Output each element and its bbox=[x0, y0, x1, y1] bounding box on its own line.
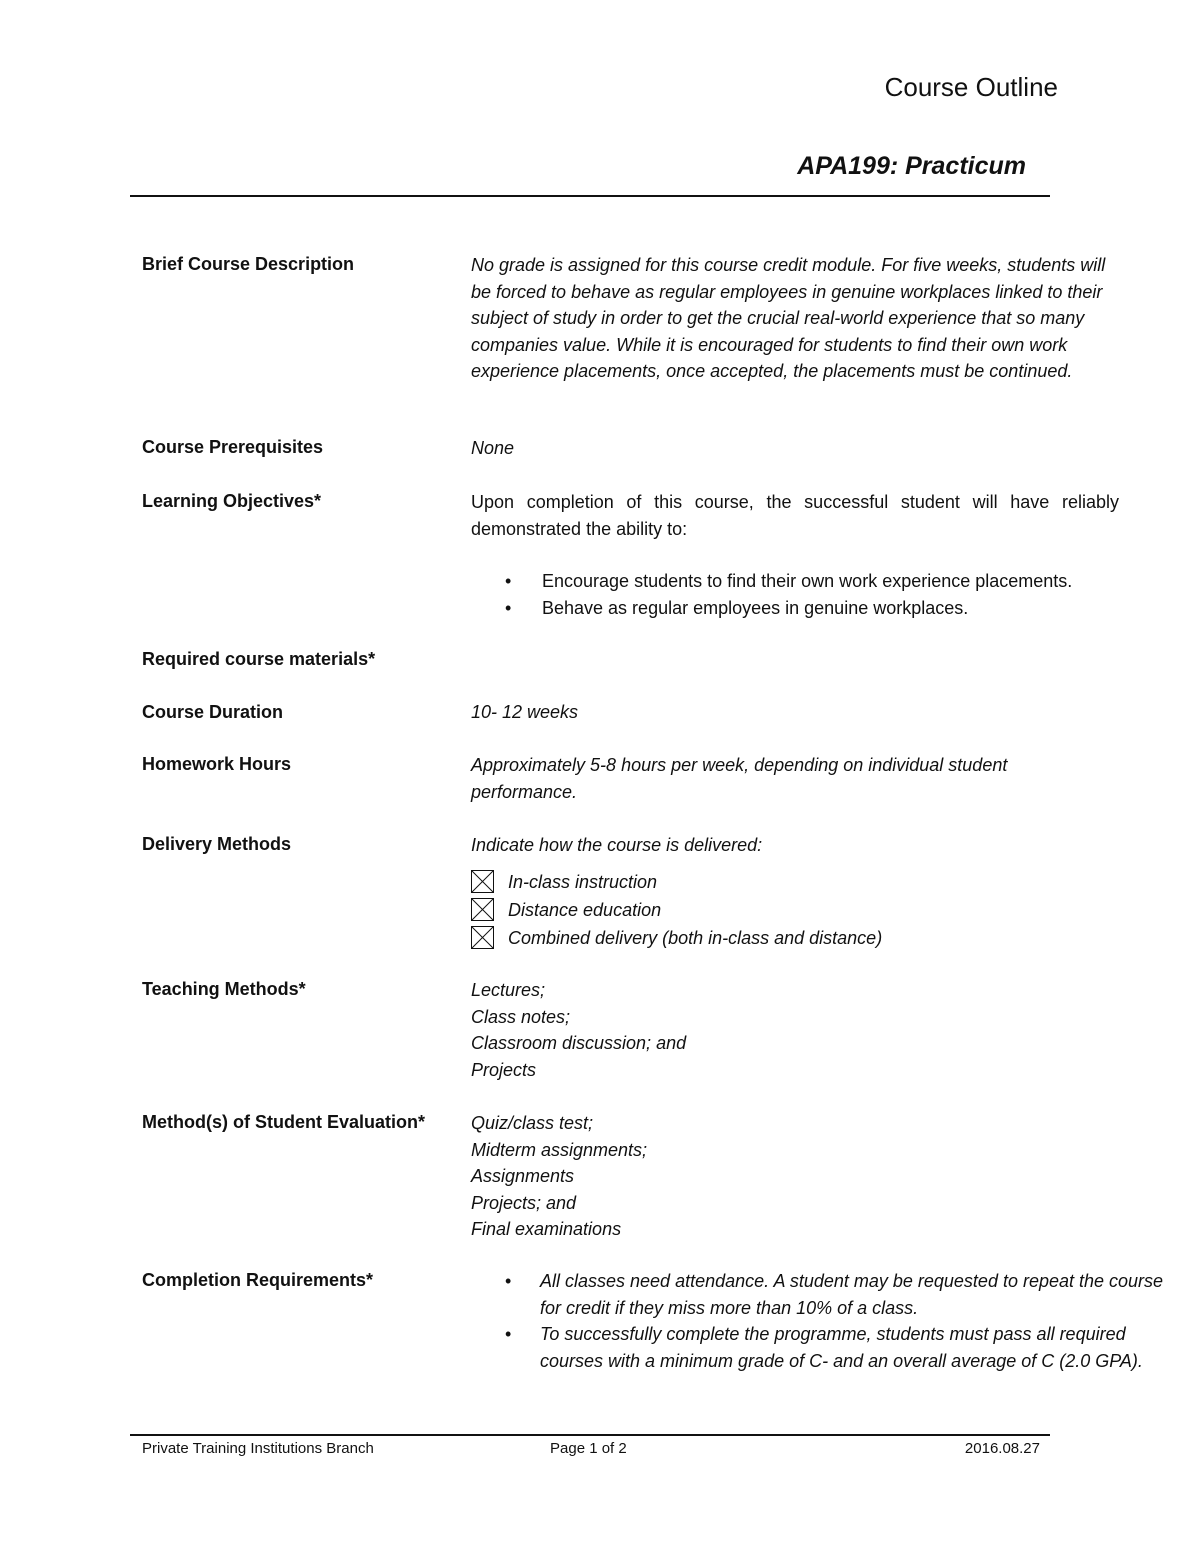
objectives-label: Learning Objectives* bbox=[142, 491, 322, 511]
list-item: Projects bbox=[471, 1059, 537, 1080]
list-item: • Behave as regular employees in genuine workplaces. bbox=[505, 595, 1145, 622]
description-text: No grade is assigned for this course credit module. For five weeks, students will be forced to behave as regular employees in genuine workplaces linked to their subject of study in order to get the crucial real-world experience that so many companies value. While it is encouraged for students to find their own work experience placements, once accepted, the placements must be continued. bbox=[471, 255, 1106, 381]
objectives-list bbox=[505, 568, 1145, 621]
completion-list bbox=[505, 1268, 1165, 1374]
objectives-intro: Upon completion of this course, the successful student will have reliably demonstrated the ability to: bbox=[471, 492, 1119, 539]
list-item: Midterm assignments; bbox=[471, 1139, 648, 1160]
delivery-label: Delivery Methods bbox=[142, 834, 292, 854]
list-item: Quiz/class test; bbox=[471, 1113, 594, 1133]
footer-page-number: Page 1 of 2 bbox=[550, 1440, 627, 1457]
bullet-icon: • bbox=[505, 1271, 512, 1291]
bullet-icon: • bbox=[505, 597, 512, 618]
duration-label: Course Duration bbox=[142, 702, 284, 722]
bullet-icon: • bbox=[505, 1324, 512, 1344]
homework-label: Homework Hours bbox=[142, 754, 292, 774]
course-title: APA199: Practicum bbox=[797, 152, 1026, 180]
bullet-icon: • bbox=[505, 571, 512, 591]
document-title: Course Outline bbox=[884, 72, 1058, 102]
list-item: Assignments bbox=[471, 1166, 575, 1186]
evaluation-list bbox=[471, 1110, 647, 1243]
delivery-option-combined: Combined delivery (both in-class and distance) bbox=[471, 924, 1071, 952]
description-label: Brief Course Description bbox=[142, 254, 355, 274]
list-item: • All classes need attendance. A student may be requested to repeat the course for credit if they miss more than 10% of a class. bbox=[505, 1268, 1165, 1321]
evaluation-label: Method(s) of Student Evaluation* bbox=[142, 1112, 425, 1132]
duration-value: 10- 12 weeks bbox=[471, 702, 579, 722]
footer-branch: Private Training Institutions Branch bbox=[142, 1440, 374, 1457]
footer-date: 2016.08.27 bbox=[964, 1440, 1040, 1457]
delivery-option-in-class: In-class instruction bbox=[471, 868, 1071, 896]
materials-label: Required course materials* bbox=[142, 649, 376, 669]
delivery-option-distance: Distance education bbox=[471, 896, 1071, 924]
teaching-list bbox=[471, 977, 686, 1083]
list-item: Class notes; bbox=[471, 1006, 571, 1027]
delivery-options bbox=[471, 868, 1071, 952]
delivery-intro: Indicate how the course is delivered: bbox=[471, 835, 763, 855]
completion-label: Completion Requirements* bbox=[142, 1270, 374, 1290]
list-item: Classroom discussion; and bbox=[471, 1033, 687, 1053]
homework-value: Approximately 5-8 hours per week, depending on individual student performance. bbox=[471, 755, 1008, 802]
list-item: Final examinations bbox=[471, 1219, 622, 1239]
prerequisites-label: Course Prerequisites bbox=[142, 437, 324, 457]
footer-divider bbox=[130, 1434, 1050, 1436]
list-item: Lectures; bbox=[471, 980, 546, 1000]
header-divider bbox=[130, 195, 1050, 197]
checked-box-icon[interactable] bbox=[471, 870, 494, 893]
prerequisites-value: None bbox=[471, 438, 515, 458]
list-item: • Encourage students to find their own work experience placements. bbox=[505, 568, 1145, 595]
checked-box-icon[interactable] bbox=[471, 926, 494, 949]
list-item: Projects; and bbox=[471, 1192, 577, 1213]
list-item: • To successfully complete the programme, students must pass all required courses with a minimum grade of C- and an overall average of C (2.0 GPA). bbox=[505, 1321, 1165, 1374]
checked-box-icon[interactable] bbox=[471, 898, 494, 921]
teaching-label: Teaching Methods* bbox=[142, 979, 306, 999]
